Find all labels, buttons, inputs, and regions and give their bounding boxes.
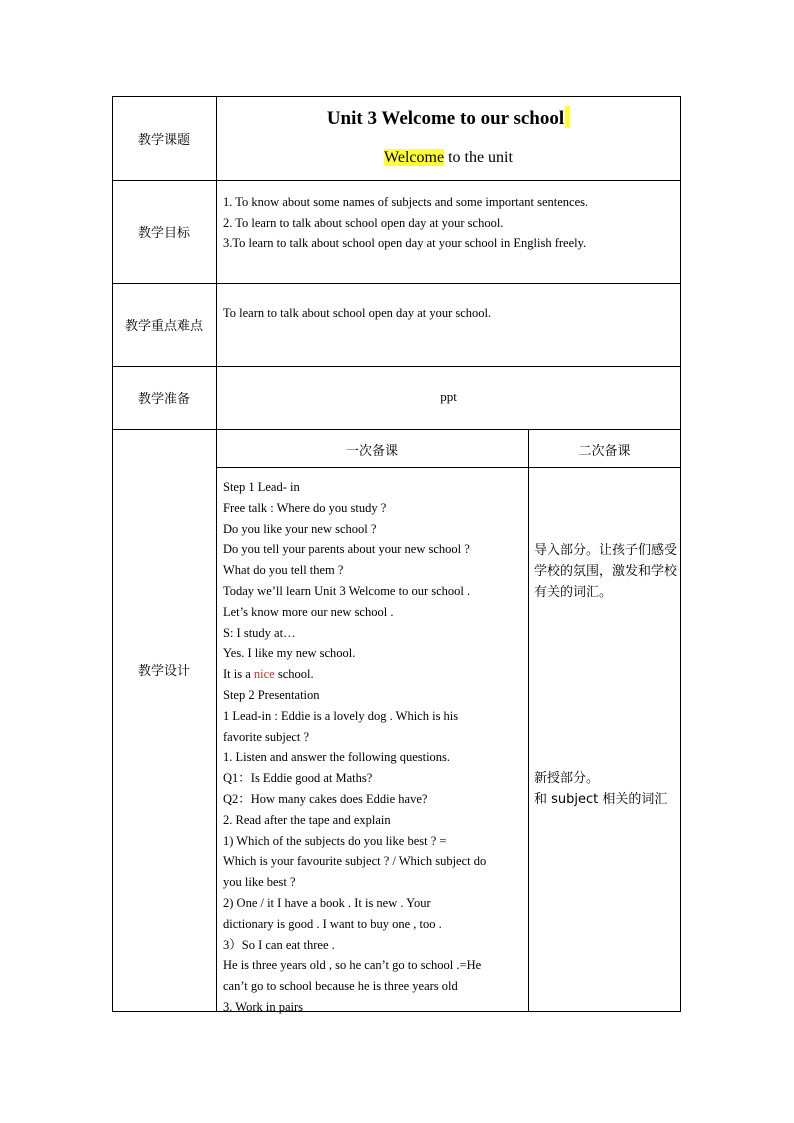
step-line: Today we’ll learn Unit 3 Welcome to our school . bbox=[223, 583, 471, 598]
subtitle-rest: to the unit bbox=[444, 149, 513, 166]
step-line: Which is your favourite subject ? / Which subject do bbox=[223, 854, 487, 869]
lesson-subtitle bbox=[216, 149, 681, 167]
second-prep-note-intro: 导入部分。让孩子们感受学校的氛围，激发和学校有关的词汇。 bbox=[534, 543, 678, 600]
key-points-text: To learn to talk about school open day at your school. bbox=[223, 306, 492, 320]
first-prep-header: 一次备课 bbox=[345, 444, 398, 459]
step-line: you like best ? bbox=[223, 875, 296, 890]
nice-word: nice bbox=[253, 667, 275, 682]
step-line: Q2：How many cakes does Eddie have? bbox=[223, 791, 428, 806]
note-new-line: 新授部分。 bbox=[534, 771, 600, 786]
step-line: He is three years old , so he can’t go to school .=He bbox=[223, 958, 482, 973]
step-line: 3. Work in pairs bbox=[223, 999, 304, 1014]
step-line: Free talk : Where do you study ? bbox=[223, 500, 387, 515]
step-line: 2. Read after the tape and explain bbox=[223, 812, 391, 827]
step-line: 1) Which of the subjects do you like best ? = bbox=[223, 833, 447, 848]
step-line: 2) One / it I have a book . It is new . Your bbox=[223, 895, 431, 910]
step-line: Do you tell your parents about your new school ? bbox=[223, 542, 470, 557]
step-line: Yes. I like my new school. bbox=[223, 646, 356, 661]
step-line: dictionary is good . I want to buy one , too . bbox=[223, 916, 442, 931]
step-line: 3）So I can eat three . bbox=[223, 937, 335, 952]
subtitle-highlight: Welcome bbox=[384, 149, 445, 166]
second-prep-note-new bbox=[534, 768, 679, 810]
label-column-divider bbox=[216, 96, 217, 1012]
objective-item: 1. To know about some names of subjects and some important sentences. bbox=[223, 195, 589, 209]
note-new-line: 和 subject 相关的词汇 bbox=[534, 792, 668, 807]
nice-line-after: school. bbox=[274, 667, 314, 682]
objectives-list bbox=[223, 192, 588, 254]
first-prep-steps bbox=[223, 477, 523, 1018]
label-objectives: 教学目标 bbox=[137, 226, 190, 241]
step-line: Q1：Is Eddie good at Maths? bbox=[223, 771, 373, 786]
step-line: can’t go to school because he is three years old bbox=[223, 979, 458, 994]
step-line: What do you tell them ? bbox=[223, 563, 344, 578]
label-design: 教学设计 bbox=[137, 663, 190, 679]
highlight-mark bbox=[565, 106, 570, 128]
step-line: favorite subject ? bbox=[223, 729, 310, 744]
step-line: Do you like your new school ? bbox=[223, 521, 377, 536]
step-line: 1. Listen and answer the following questions. bbox=[223, 750, 451, 765]
objective-item: 3.To learn to talk about school open day at your school in English freely. bbox=[223, 236, 587, 251]
lesson-title bbox=[216, 106, 681, 130]
notes-column-divider bbox=[528, 429, 529, 1012]
label-key-points: 教学重点难点 bbox=[124, 319, 203, 334]
preparation-text: ppt bbox=[440, 389, 457, 404]
nice-line-before: It is a bbox=[223, 667, 254, 682]
lesson-title-text: Unit 3 Welcome to our school bbox=[326, 108, 565, 129]
label-topic: 教学课题 bbox=[137, 132, 190, 148]
step-line: 1 Lead-in : Eddie is a lovely dog . Which is his bbox=[223, 708, 459, 723]
objective-item: 2. To learn to talk about school open day at your school. bbox=[223, 215, 504, 230]
step-line: Let’s know more our new school . bbox=[223, 604, 394, 619]
step-line-nice bbox=[223, 664, 523, 685]
label-preparation: 教学准备 bbox=[137, 392, 190, 407]
header-divider bbox=[216, 467, 681, 468]
step-line: S: I study at… bbox=[223, 625, 296, 640]
step-line: Step 2 Presentation bbox=[223, 687, 320, 702]
second-prep-header: 二次备课 bbox=[578, 444, 631, 459]
step-line: Step 1 Lead- in bbox=[223, 480, 300, 494]
